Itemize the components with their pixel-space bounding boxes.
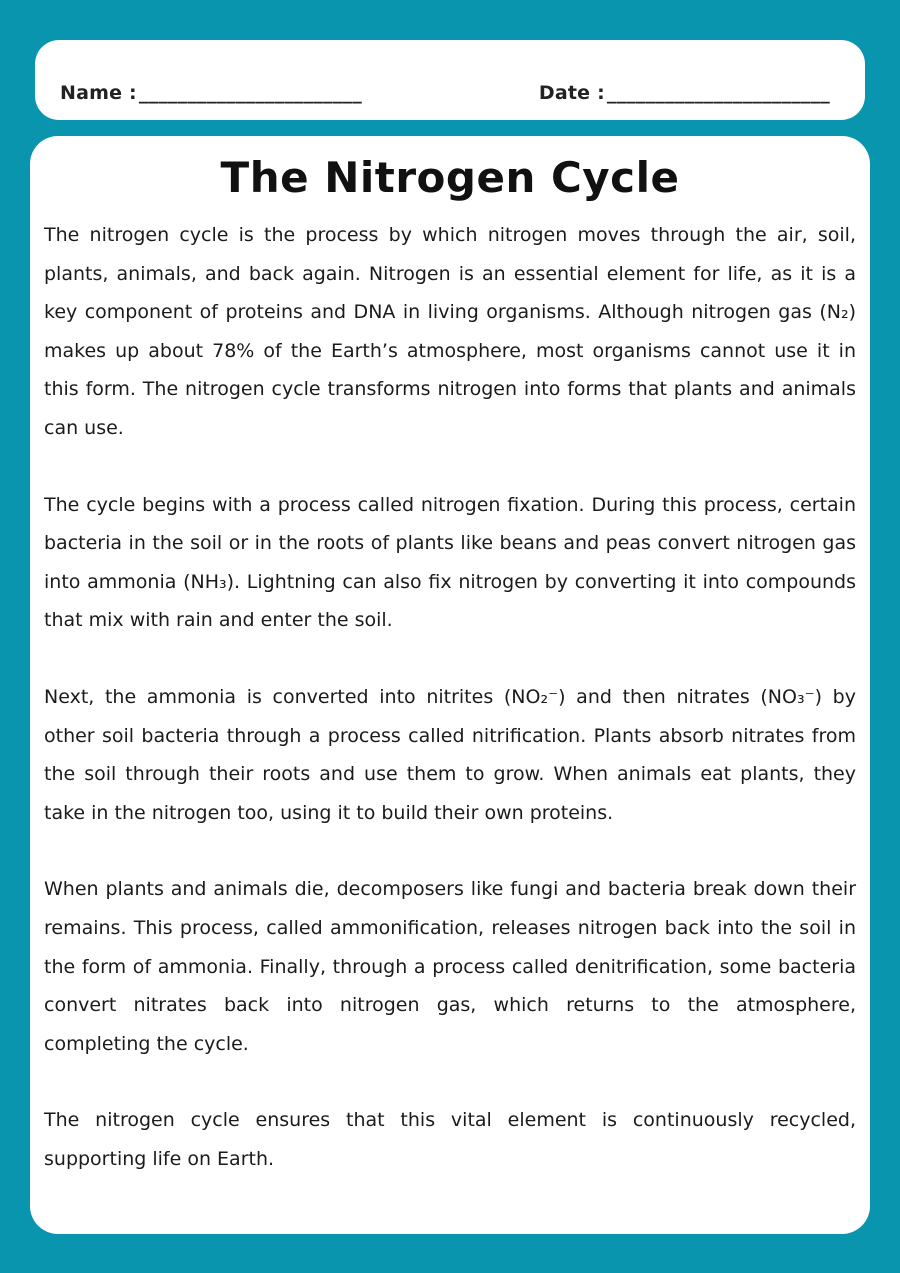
paragraph-nitrification: Next, the ammonia is converted into nitrites (NO₂⁻) and then nitrates (NO₃⁻) by other soil bacteria through a process called nitrification. Plants absorb nitrates from the soil through their roots and use them to grow. When animals eat plants, they take in the nitrogen too, using it to build their own proteins. bbox=[44, 685, 856, 824]
date-blank-line[interactable]: _______________________ bbox=[606, 82, 830, 104]
name-date-header-card bbox=[35, 40, 865, 120]
worksheet-body bbox=[44, 216, 856, 1178]
page-title: The Nitrogen Cycle bbox=[220, 153, 680, 202]
worksheet-content-card bbox=[30, 136, 870, 1234]
paragraph-ammonification-denitrification: When plants and animals die, decomposers like fungi and bacteria break down their remains. This process, called ammonification, releases nitrogen back into the soil in the form of ammonia. Finally, through a process called denitrification, some bacteria convert nitrates back into nitrogen gas, which returns to the atmosphere, completing the cycle. bbox=[44, 878, 856, 1055]
name-blank-line[interactable]: _______________________ bbox=[138, 82, 362, 104]
name-field bbox=[60, 82, 362, 104]
date-field bbox=[539, 82, 830, 104]
name-label: Name : bbox=[60, 82, 137, 104]
paragraph-intro: The nitrogen cycle is the process by which nitrogen moves through the air, soil, plants, animals, and back again. Nitrogen is an essential element for life, as it is a key component of proteins and DNA in living organisms. Although nitrogen gas (N₂) makes up about 78% of the Earth’s atmosphere, most organisms cannot use it in this form. The nitrogen cycle transforms nitrogen into forms that plants and animals can use. bbox=[44, 224, 856, 439]
paragraph-conclusion: The nitrogen cycle ensures that this vital element is continuously recycled, supporting life on Earth. bbox=[44, 1109, 856, 1170]
date-label: Date : bbox=[538, 82, 605, 104]
paragraph-nitrogen-fixation: The cycle begins with a process called nitrogen fixation. During this process, certain bacteria in the soil or in the roots of plants like beans and peas convert nitrogen gas into ammonia (NH₃). Lightning can also fix nitrogen by converting it into compounds that mix with rain and enter the soil. bbox=[44, 493, 856, 632]
